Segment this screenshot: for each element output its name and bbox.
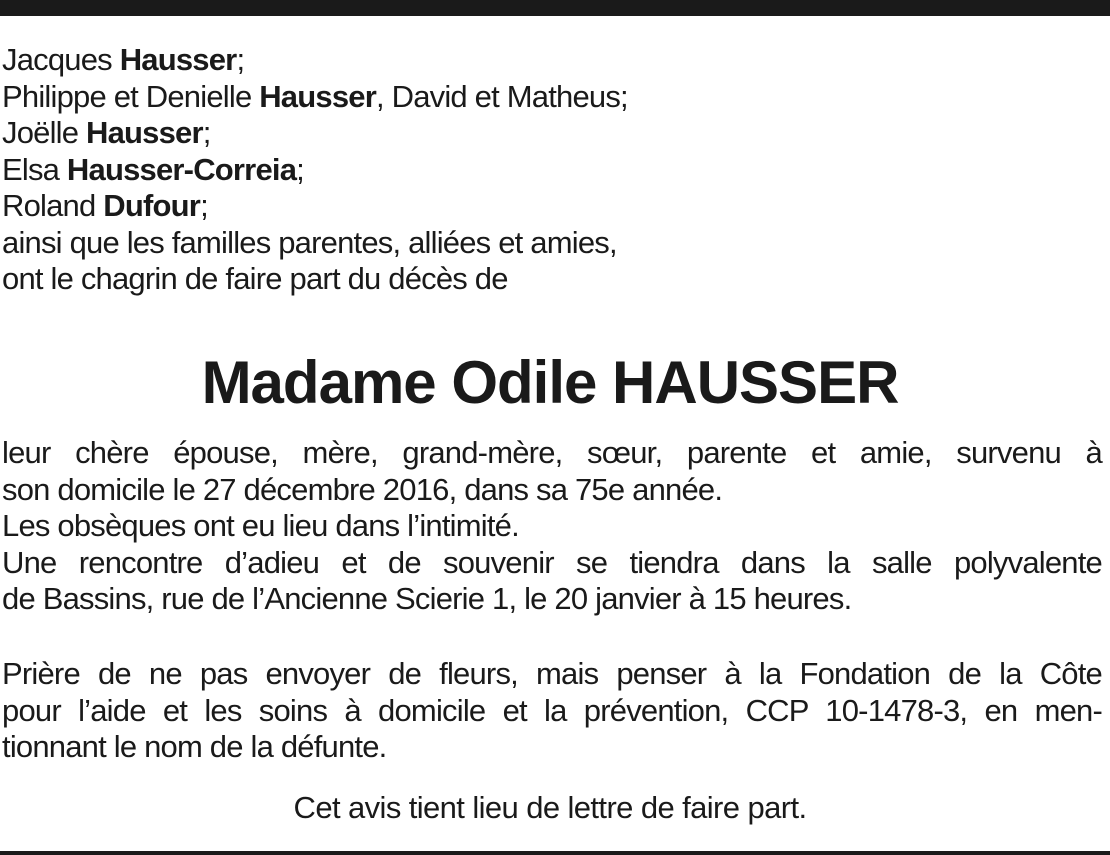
bottom-border-rule xyxy=(0,851,1110,855)
surname: Hausser xyxy=(86,115,203,150)
deceased-name: Madame Odile HAUSSER xyxy=(201,349,899,416)
paragraph-line: Une rencontre d’adieu et de souvenir se tiendra dans la salle polyvalente xyxy=(2,544,1102,580)
announcement-paragraph xyxy=(2,435,1102,618)
family-line xyxy=(2,152,1102,189)
family-line xyxy=(2,188,1102,225)
line-suffix: ; xyxy=(200,188,208,223)
paragraph-line: tionnant le nom de la défunte. xyxy=(2,729,387,764)
line-suffix: ; xyxy=(296,151,304,187)
paragraph-line: pour l’aide et les soins à domicile et la prévention, CCP 10-1478-3, en men- xyxy=(2,692,1102,728)
family-line xyxy=(2,42,1102,79)
given-names: Joëlle xyxy=(2,115,87,150)
surname: Hausser xyxy=(119,42,237,77)
intro-line: ainsi que les familles parentes, alliées et amies, xyxy=(2,224,617,260)
given-names: Elsa xyxy=(2,151,67,187)
surname: Hausser xyxy=(259,78,376,114)
family-line xyxy=(2,115,1102,152)
line-suffix: ; xyxy=(236,42,245,77)
top-border-rule xyxy=(0,0,1110,16)
intro-line: ont le chagrin de faire part du décès de xyxy=(2,261,508,296)
closing-note: Cet avis tient lieu de lettre de faire part. xyxy=(293,790,807,825)
line-suffix: , David et Matheus; xyxy=(375,78,628,114)
paragraph-line: Les obsèques ont eu lieu dans l’intimité. xyxy=(2,508,519,543)
paragraph-line: de Bassins, rue de l’Ancienne Scierie 1, le 20 janvier à 15 heures. xyxy=(2,581,852,616)
line-suffix: ; xyxy=(202,115,211,150)
paragraph-line: son domicile le 27 décembre 2016, dans sa 75e année. xyxy=(2,471,723,507)
given-names: Philippe et Denielle xyxy=(2,78,260,114)
given-names: Roland xyxy=(2,188,104,223)
family-list xyxy=(2,42,1102,298)
given-names: Jacques xyxy=(2,42,120,77)
paragraph-line: leur chère épouse, mère, grand-mère, sœur, parente et amie, survenu à xyxy=(2,435,1102,470)
surname: Dufour xyxy=(103,188,201,223)
family-line xyxy=(2,79,1102,116)
paragraph-line: Prière de ne pas envoyer de fleurs, mais penser à la Fondation de la Côte xyxy=(2,656,1102,691)
flowers-paragraph xyxy=(2,656,1102,766)
surname: Hausser-Correia xyxy=(66,151,297,187)
